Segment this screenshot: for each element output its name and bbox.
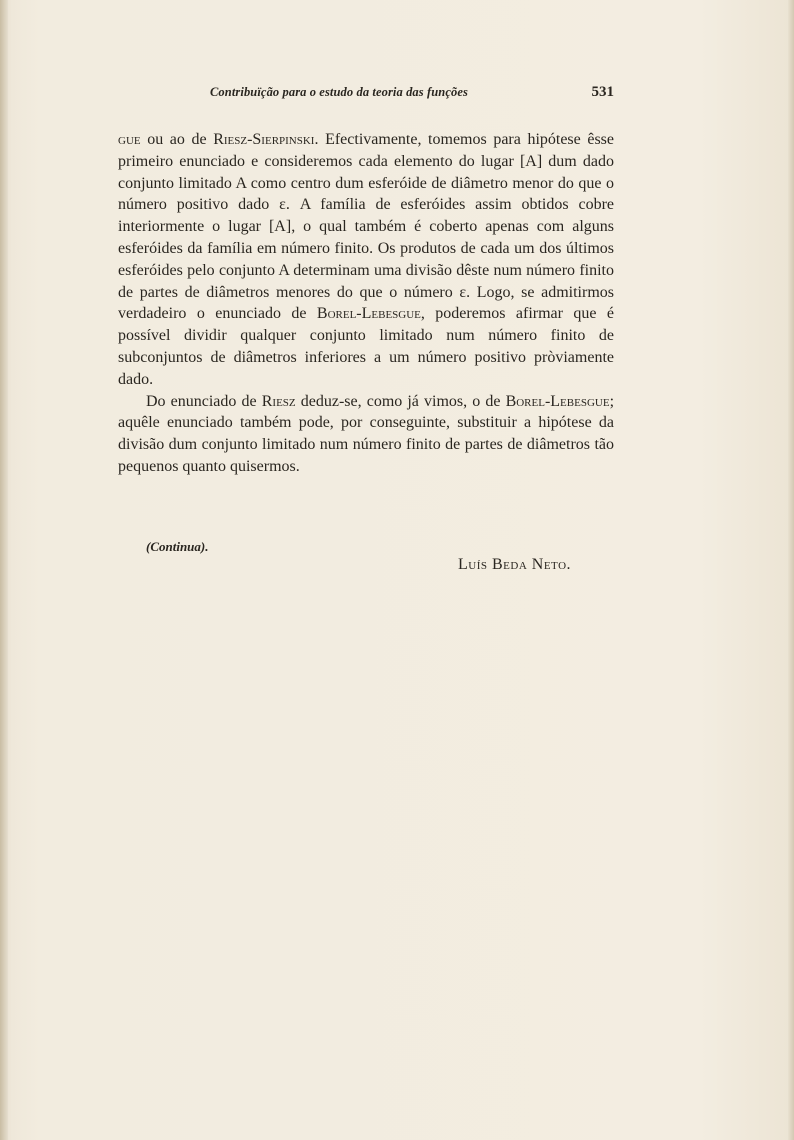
author-name: Borel-Lebesgue bbox=[505, 392, 610, 410]
author-name: Borel-Lebesgue bbox=[316, 305, 421, 323]
author-name: Riesz bbox=[261, 392, 296, 410]
author-name: Riesz-Sierpinski bbox=[213, 131, 315, 148]
text-run: ; aquêle enunciado também pode, por conseguinte, substituir a hipótese da divisão dum conjunto limitado num número finito de partes de diâmetros tão pequenos quanto quisermos. bbox=[118, 392, 615, 475]
paragraph-1 bbox=[118, 129, 614, 391]
page-binding-edge bbox=[0, 0, 8, 1140]
page-header bbox=[118, 84, 614, 101]
article-body bbox=[118, 129, 614, 478]
text-run: ou ao de bbox=[140, 131, 214, 148]
paragraph-2 bbox=[118, 391, 614, 478]
continued-note: (Continua). bbox=[146, 539, 209, 554]
text-run: , poderemos afirmar que é possível dividir qualquer conjunto limitado num número finito de subconjuntos de diâmetros inferiores a um número positivo pròviamente dado. bbox=[118, 305, 614, 388]
running-title: Contribuïção para o estudo da teoria das funções bbox=[210, 85, 468, 99]
text-run: deduz-se, como já vimos, o de bbox=[295, 392, 506, 410]
text-run: Do enunciado de bbox=[146, 392, 262, 410]
author-signature: Luís Beda Neto. bbox=[458, 556, 572, 573]
text-run: . Efectivamente, tomemos para hipótese êsse primeiro enunciado e consideremos cada elemento do lugar [A] dum dado conjunto limitado A como centro dum esferóide de diâmetro menor do que o número positivo dado ε. A família de esferóides assim obtidos cobre interiormente o lugar [A], o qual também é coberto apenas com alguns esferóides da família em número finito. Os produtos de cada um dos últimos esferóides pelo conjunto A determinam uma divisão dêste num número finito de partes de diâmetros menores do que o número ε. Logo, se admitirmos verdadeiro o enunciado de bbox=[118, 131, 615, 323]
page-number: 531 bbox=[591, 84, 614, 100]
author-name: gue bbox=[118, 131, 141, 148]
page-right-edge bbox=[788, 0, 794, 1140]
